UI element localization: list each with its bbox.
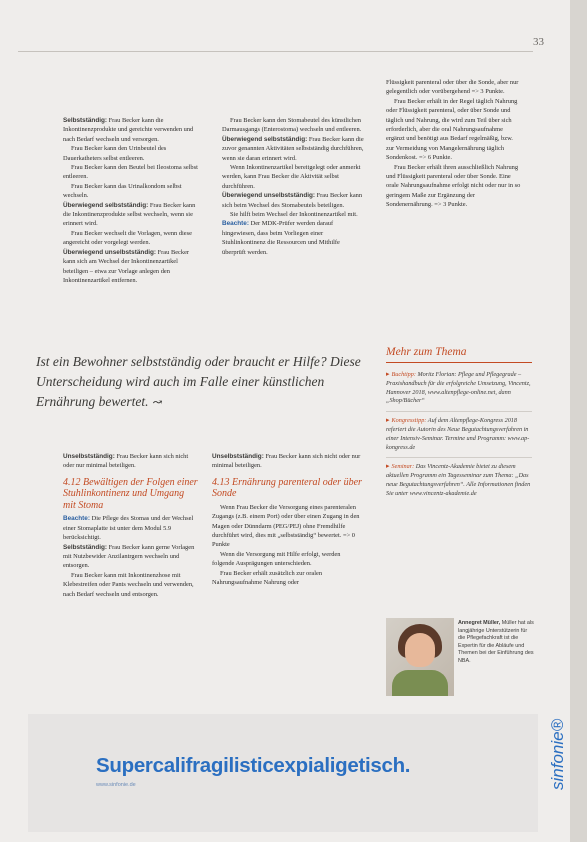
paragraph-text: Frau Becker kann das Urinalkondom selbst wechseln. bbox=[63, 182, 182, 200]
paragraph-text: Frau Becker erhält ihren ausschließlich Nahrung und Flüssigkeit parenteral oder über Sonde. Eine orale Nahrungsaufnahme erfolgt nicht oder nur in so geringem Maße zur Ergänzung der Sondenernährung. => 3 Punkte. bbox=[386, 163, 521, 209]
paragraph-text: Sie hilft beim Wechsel der Inkontinenzartikel mit. bbox=[230, 211, 358, 219]
paragraph bbox=[222, 210, 364, 219]
paragraph-text: Frau Becker kann den Stomabeutel des künstlichen Darmausgangs (Enterostoma) wechseln und entleeren. bbox=[222, 117, 362, 134]
info-box-list bbox=[386, 370, 532, 499]
info-box-heading: Mehr zum Thema bbox=[386, 346, 467, 358]
paragraph bbox=[212, 452, 364, 471]
paragraph-label: Überwiegend selbstständig: bbox=[63, 201, 149, 209]
author-bio bbox=[458, 620, 534, 666]
paragraph-text: Frau Becker kann die Inkontinenzprodukte und gereichte verwenden und nach Bedarf wechseln und versorgen. bbox=[63, 117, 194, 143]
text-column-2 bbox=[222, 116, 364, 257]
paragraph-label: Überwiegend unselbstständig: bbox=[63, 248, 157, 256]
paragraph bbox=[63, 229, 198, 248]
paragraph-text: Frau Becker kann sich am Wechsel der Inkontinenzartikel beteiligen – etwa zur Vorlage anlegen den Inkontinenzartikel entfernen. bbox=[63, 248, 190, 284]
author-photo bbox=[386, 618, 454, 696]
paragraph-text: Wenn Inkontinenzartikel bereitgelegt oder anmerkt werden, kann Frau Becker die Aktivität selbst durchführen. bbox=[222, 164, 361, 190]
paragraph-text: Frau Becker kann sich nicht oder nur minimal beteiligen. bbox=[63, 453, 189, 470]
paragraph bbox=[222, 116, 364, 135]
paragraph bbox=[222, 135, 364, 163]
text-column-3 bbox=[386, 78, 521, 210]
info-box-rule bbox=[386, 362, 532, 363]
paragraph-text: Frau Becker wechselt die Vorlagen, wenn diese angereicht oder vorgelegt werden. bbox=[63, 229, 192, 247]
paragraph-text: Frau Becker kann sich nicht oder nur minimal beteiligen. bbox=[212, 453, 361, 470]
paragraph-text: Die Pflege des Stomas und der Wechsel einer Stomaplatte ist unter dem Modul 5.9 berücksichtigt. bbox=[63, 515, 194, 542]
paragraph-text: Frau Becker kann die Inkontinenzprodukte selbst wechseln, wenn sie erinnert wird. bbox=[63, 201, 196, 228]
paragraph-text: Frau Becker kann gerne Vorlagen mit Nutzbewider Anzilantrgern wechseln und entsorgen. bbox=[63, 543, 195, 570]
section-heading: 4.13 Ernährung parenteral oder über Sonde bbox=[212, 476, 362, 500]
squiggle-icon: ↝ bbox=[152, 395, 163, 409]
paragraph bbox=[212, 503, 364, 550]
paragraph bbox=[63, 201, 198, 229]
brand-logo: sinfonie® bbox=[548, 718, 567, 790]
paragraph-label: Selbstständig: bbox=[63, 117, 108, 124]
text-column-2-lower bbox=[212, 452, 364, 587]
info-item-head: Kongresstipp: bbox=[391, 417, 427, 425]
paragraph bbox=[63, 514, 198, 542]
paragraph-label: Überwiegend unselbstständig: bbox=[222, 192, 316, 200]
paragraph-label: Beachte: bbox=[222, 220, 249, 228]
paragraph bbox=[386, 163, 521, 210]
page-edge bbox=[570, 0, 587, 842]
arrow-icon: ▸ bbox=[386, 416, 390, 425]
paragraph-text: Flüssigkeit parenteral oder über die Sonde, aber nur gelegentlich oder vorübergehend => 3 Punkte. bbox=[386, 79, 519, 96]
arrow-icon: ▸ bbox=[386, 370, 390, 378]
text-column-1-lower bbox=[63, 452, 198, 599]
paragraph bbox=[222, 163, 364, 191]
paragraph-text: Frau Becker kann den Urinbeutel des Dauerkatheters selbst entleeren. bbox=[63, 145, 167, 162]
paragraph-label: Selbstständig: bbox=[63, 543, 108, 551]
author-name: Annegret Müller, bbox=[458, 620, 501, 626]
paragraph-label: Unselbstständig: bbox=[212, 453, 264, 460]
paragraph bbox=[222, 219, 364, 257]
info-item-head: Buchtipp: bbox=[391, 371, 416, 378]
paragraph bbox=[212, 569, 364, 588]
paragraph bbox=[63, 116, 198, 144]
section-heading: 4.12 Bewältigen der Folgen einer Stuhlinkontinenz und Umgang mit Stoma bbox=[63, 476, 198, 511]
info-item-text: Moritz Florian: Pflege und Pflegegrade – Praxishandbuch für die erfolgreiche Umsetzung, Vincentz, Hannover 2018, www.altenpflege-online.net, dann „Shop/Bücher“ bbox=[386, 371, 531, 405]
paragraph-text: Der MDK-Prüfer werden darauf hingewiesen, dass beim Vorliegen einer Stuhlinkontinenz die Ressourcen und Mithilfe überprüft werden. bbox=[222, 220, 340, 256]
paragraph-text: Frau Becker kann sich beim Wechsel des Stomabeutels beteiligen. bbox=[222, 192, 363, 209]
paragraph bbox=[63, 452, 198, 471]
paragraph bbox=[212, 550, 364, 569]
paragraph-label: Überwiegend selbstständig: bbox=[222, 135, 308, 143]
paragraph bbox=[63, 182, 198, 201]
paragraph bbox=[63, 248, 198, 286]
paragraph-label: Unselbstständig: bbox=[63, 453, 115, 460]
header-rule bbox=[18, 51, 533, 52]
paragraph-text: Frau Becker erhält zusätzlich zur oralen Nahrungsaufnahme Nahrung oder bbox=[212, 569, 323, 587]
info-item-text: Auf dem Altenpflege-Kongress 2018 referiert die Autorin des Neue Begutachtungsverfahren in einer Intensiv-Seminar. Termine und Programm: www.ap-kongress.de bbox=[386, 417, 530, 451]
author-bio-text: Müller hat als langjährige Unterstützerin für die Pflegefachkraft ist die Expertin für die Abläufe und Themen bei der Einführung des NBA. bbox=[458, 620, 534, 664]
paragraph-text: Wenn Frau Becker die Versorgung eines parenteralen Zugangs (z.B. einem Port) oder über einen Zugang in den Magen oder Dünndarm (PEG/PEJ) ohne Fremdhilfe durchführt wird, dies mit „selbstständig“ bewertet. => 0 Punkte bbox=[212, 503, 360, 549]
info-item-text: Das Vincentz-Akademie bietet zu diesem aktuellen Programm ein Tagesseminar zum Thema: „Das neue Begutachtungsverfahren“. Alle Informationen finden Sie unter www.vincentz-akademie.de bbox=[386, 463, 531, 497]
page-number: 33 bbox=[533, 36, 544, 48]
info-divider bbox=[386, 457, 532, 458]
paragraph-text: Frau Becker erhält in der Regel täglich Nahrung oder Flüssigkeit parenteral, oder über Sonde und täglich und Nahrung, die wird zum Teil über sich erforderlich, aber die oral Nahrungsaufnahme ergänzt und benötigt aus Bedarf regelmäßig, bzw. zur Vermeidung von Mangelernährung täglich Sondenkost. => 6 Punkte. bbox=[386, 97, 518, 162]
ad-headline: Supercalifragilisticexpialigetisch. bbox=[96, 754, 411, 777]
paragraph-text: Wenn die Versorgung mit Hilfe erfolgt, werden folgende Ausprägungen unterschieden. bbox=[212, 550, 341, 568]
info-item bbox=[386, 370, 532, 406]
paragraph-text: Frau Becker kann den Beutel bei Ileostoma selbst entleeren. bbox=[63, 164, 198, 181]
info-item bbox=[386, 462, 532, 498]
paragraph bbox=[386, 78, 521, 97]
text-column-1 bbox=[63, 116, 198, 285]
paragraph bbox=[222, 191, 364, 210]
info-item bbox=[386, 416, 532, 452]
paragraph-text: Frau Becker kann die zuvor genannten Aktivitäten selbstständig durchführen, wenn sie daran erinnert wird. bbox=[222, 135, 364, 162]
paragraph bbox=[63, 144, 198, 163]
info-item-head: Seminar: bbox=[391, 463, 415, 471]
paragraph bbox=[63, 163, 198, 182]
paragraph bbox=[386, 97, 521, 163]
paragraph-label: Beachte: bbox=[63, 515, 90, 523]
info-divider bbox=[386, 411, 532, 412]
paragraph-text: Frau Becker kann mit Inkontinenzhose mit Klebestreifen oder Pants wechseln und verwenden, nach Bedarf wechseln und entsorgen. bbox=[63, 571, 194, 598]
ad-url: www.sinfonie.de bbox=[96, 782, 136, 788]
arrow-icon: ▸ bbox=[386, 462, 390, 471]
paragraph bbox=[63, 571, 198, 599]
pull-quote bbox=[36, 352, 366, 412]
paragraph bbox=[63, 543, 198, 571]
pull-quote-text: Ist ein Bewohner selbstständig oder braucht er Hilfe? Diese Unterscheidung wird auch im Falle einer künstlichen Ernährung bewertet. bbox=[36, 354, 361, 409]
